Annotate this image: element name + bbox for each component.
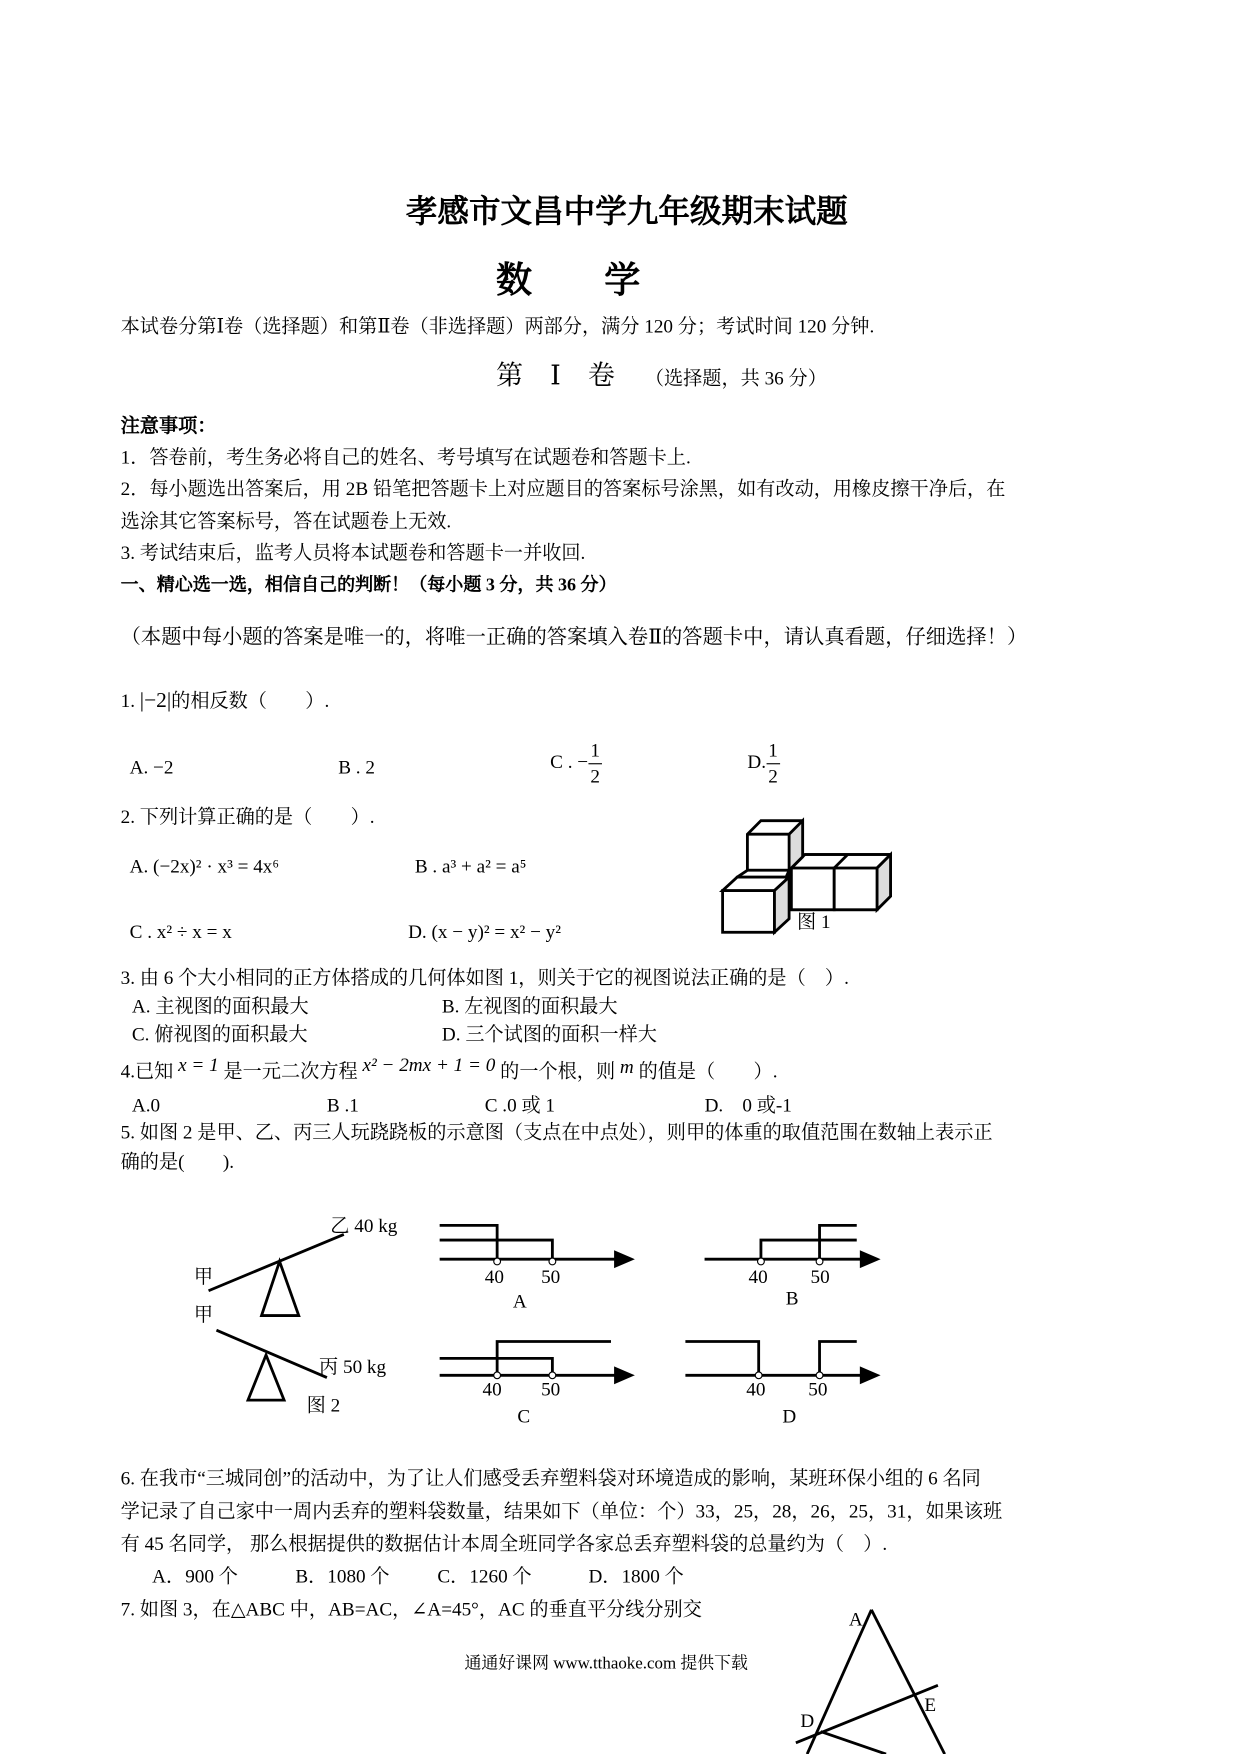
option-b-label: B [785,1287,799,1309]
tick-50: 50 [810,1265,830,1288]
q2-stem: 2. 下列计算正确的是（ ）. [120,806,375,828]
q5-stem-line2: 确的是( ). [120,1150,235,1173]
q6-stem-line3: 有 45 名同学， 那么根据提供的数据估计本周全班同学各家总丢弃塑料袋的总量约为（ ）. [120,1533,888,1555]
notes-heading: 注意事项： [120,414,217,437]
option-d-label: D [782,1405,797,1428]
figure-2-seesaws [209,1234,344,1400]
q1-option-b: B . 2 [338,756,375,778]
q3-option-d: D. 三个试图的面积一样大 [441,1023,657,1046]
q3-option-a: A. 主视图的面积最大 [131,995,309,1017]
number-line-d [685,1341,877,1382]
q3-stem: 3. 由 6 个大小相同的正方体搭成的几何体如图 1，则关于它的视图说法正确的是（ ）. [120,967,849,989]
q1-option-a: A. −2 [129,756,174,778]
volume-title: 第 Ⅰ 卷 [496,361,615,392]
q4-option-a: A.0 [131,1094,161,1117]
section-note: （本题中每小题的答案是唯一的，将唯一正确的答案填入卷Ⅱ的答题卡中，请认真看题，仔细选择！） [120,625,1028,649]
q4-option-d: D. 0 或-1 [704,1094,792,1117]
point-d-label: D [800,1710,815,1732]
q2-option-b: B . a³ + a² = a⁵ [414,855,527,878]
volume-note: （选择题，共 36 分） [644,367,827,389]
note-item: 1．答卷前，考生务必将自己的姓名、考号填写在试题卷和答题卡上. [120,446,691,468]
option-c-label: C [517,1405,531,1428]
footer-watermark: 通通好课网 www.tthaoke.com 提供下载 [464,1654,748,1673]
note-item: 3. 考试结束后，监考人员将本试题卷和答题卡一并收回. [120,542,586,564]
q1-stem: 1. |−2|的相反数（ ）. [120,688,330,713]
q4-option-c: C .0 或 1 [484,1094,556,1117]
q3-option-c: C. 俯视图的面积最大 [131,1023,308,1046]
tick-50: 50 [541,1378,561,1401]
tick-50: 50 [808,1378,828,1401]
figure-2-label: 图 2 [306,1394,341,1416]
tick-40: 40 [748,1265,768,1288]
q7-stem: 7. 如图 3，在△ABC 中，AB=AC，∠A=45°，AC 的垂直平分线分别交 [120,1598,702,1620]
subject-title: 数 学 [496,259,641,300]
q4-option-b: B .1 [326,1094,359,1117]
q6-option-c: C．1260 个 [437,1565,532,1588]
q3-option-b: B. 左视图的面积最大 [441,995,618,1017]
q6-stem-line2: 学记录了自己家中一周内丢弃的塑料袋数量，结果如下（单位：个）33，25，28，26，25，31，如果该班 [120,1500,1003,1522]
q1-option-c: C . − $\frac{1}{2}$ [550,741,602,787]
tick-40: 40 [482,1378,502,1401]
tick-50: 50 [541,1265,561,1288]
figure-1-cubes [723,821,891,933]
option-a-label: A [512,1290,527,1313]
q5-stem-line1: 5. 如图 2 是甲、乙、丙三人玩跷跷板的示意图（支点在中点处），则甲的体重的取值范围在数轴上表示正 [120,1121,993,1144]
tick-40: 40 [484,1265,504,1288]
tick-40: 40 [746,1378,766,1401]
seesaw-jia-label: 甲 [193,1265,214,1288]
q2-option-d: D. (x − y)² = x² − y² [408,921,562,943]
seesaw-yi-label: 乙 40 kg [330,1215,398,1237]
point-e-label: E [924,1694,937,1716]
q6-option-d: D．1800 个 [588,1565,684,1588]
q6-option-a: A．900 个 [152,1565,238,1588]
q4-stem: 4.已知 x = 1 是一元二次方程 x² − 2mx + 1 = 0 的一个根，则 m 的值是（ ）. [120,1054,778,1083]
q1-option-d: D. $\frac{1}{2}$ [747,741,780,787]
section-heading: 一、精心选一选，相信自己的判断！（每小题 3 分，共 36 分） [120,576,617,596]
exam-title: 孝感市文昌中学九年级期末试题 [405,192,848,230]
seesaw-bing-label: 丙 50 kg [319,1356,387,1378]
note-item: 选涂其它答案标号，答在试题卷上无效. [120,510,452,533]
vertex-a-label: A [848,1608,863,1631]
number-line-a [440,1225,632,1266]
number-line-b [705,1225,877,1266]
figure-1-label: 图 1 [797,910,831,933]
q1-expression: |−2| [139,688,172,713]
q2-option-c: C . x² ÷ x = x [129,921,232,943]
exam-intro: 本试卷分第Ⅰ卷（选择题）和第Ⅱ卷（非选择题）两部分，满分 120 分；考试时间 120 分钟. [120,315,875,338]
number-line-c [440,1341,632,1382]
q6-option-b: B．1080 个 [295,1565,390,1588]
figure-3-triangle [796,1610,945,1754]
note-item: 2．每小题选出答案后，用 2B 铅笔把答题卡上对应题目的答案标号涂黑，如有改动，用橡皮擦干净后，在 [120,477,1006,500]
seesaw-jia-label: 甲 [193,1304,214,1326]
q6-stem-line1: 6. 在我市“三城同创”的活动中，为了让人们感受丢弃塑料袋对环境造成的影响，某班环保小组的 6 名同 [120,1467,981,1490]
q2-option-a: A. (−2x)² · x³ = 4x⁶ [129,855,280,878]
